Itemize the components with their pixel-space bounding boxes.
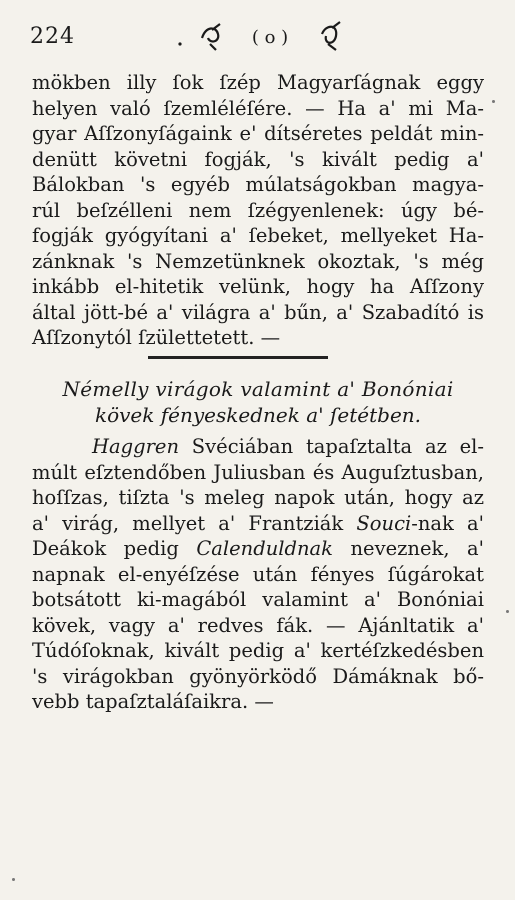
text-line (32, 587, 484, 613)
text-line: zánknak 's Nemzetünknek okoztak, 's még (32, 249, 484, 273)
text-run: 's virágokban gyönyörködő Dámáknak bő- (32, 664, 484, 688)
text-run: Deákok pedig (32, 537, 197, 560)
text-line: fogják gyógyítani a' ſebeket, mellyeket Ha- (32, 224, 484, 247)
text-line (32, 689, 484, 715)
text-run: -nak a' (411, 511, 484, 535)
text-run: a' virág, mellyet a' Frantziák (32, 511, 357, 535)
text-run: neveznek, a' (333, 537, 484, 560)
section-divider (148, 356, 328, 359)
text-line (32, 536, 484, 562)
text-line (32, 638, 484, 664)
page-header (30, 20, 490, 56)
text-run: kövek, vagy a' redves fák. — Ajánltatik a' (32, 613, 484, 637)
header-ornament-icon (150, 20, 390, 52)
text-run: Svéciában tapaſztalta az el- (179, 435, 484, 458)
heading-line: Némelly virágok valamint a' Bonóniai (62, 377, 454, 401)
text-run: napnak el-enyéſzése után fényes ſúgárokat (32, 562, 484, 586)
text-line: által jött-bé a' világra a' bűn, a' Szabadító is (32, 300, 484, 324)
text-line: Bálokban 's egyéb múlatságokban magya- (32, 173, 484, 196)
heading-line: kövek fényeskednek a' ſetétben. (94, 403, 422, 427)
article-paragraph (32, 434, 484, 715)
ornament-center-text: ( o ) (251, 27, 289, 48)
text-run: hoſſzas, tiſzta 's meleg napok után, hogy az (32, 486, 484, 509)
italic-term: Calenduldnak (196, 537, 334, 560)
text-line (32, 511, 484, 537)
text-line (32, 562, 484, 588)
text-run: botsátott ki-magából valamint a' Bonóniai (32, 588, 484, 611)
text-line (32, 664, 484, 690)
paragraph-continued (32, 70, 484, 351)
text-line: Aſſzonytól ſzülettetett. — (32, 326, 281, 349)
text-run: vebb tapaſztaláſaikra. — (32, 690, 274, 713)
italic-term: Souci (356, 511, 412, 535)
text-line: denütt követni fogják, 's kivált pedig a' (32, 147, 484, 171)
paper-speck (506, 610, 509, 613)
text-line: mökben illy ſok ſzép Magyarſágnak eggy (32, 71, 484, 94)
text-run: múlt eſztendőben Juliusban és Auguſztusban, (32, 460, 484, 484)
text-run: Túdóſoknak, kivált pedig a' kertéſzkedésben (32, 639, 484, 662)
text-line: inkább el-hitetik velünk, hogy ha Aſſzony (32, 275, 484, 298)
text-line (32, 434, 484, 460)
paper-speck (12, 878, 15, 881)
text-line (32, 613, 484, 639)
text-line (32, 460, 484, 486)
text-line: gyar Aſſzonyſágaink e' dítséretes peldát min- (32, 122, 484, 145)
italic-term: Haggren (92, 435, 180, 458)
paper-speck (492, 100, 495, 103)
page-number: 224 (30, 24, 75, 49)
section-heading (32, 376, 484, 428)
text-line (32, 485, 484, 511)
text-line: rúl beſzélleni nem ſzégyenlenek: úgy bé- (32, 198, 484, 222)
text-line: helyen való ſzemléléſére. — Ha a' mi Ma- (32, 96, 484, 120)
